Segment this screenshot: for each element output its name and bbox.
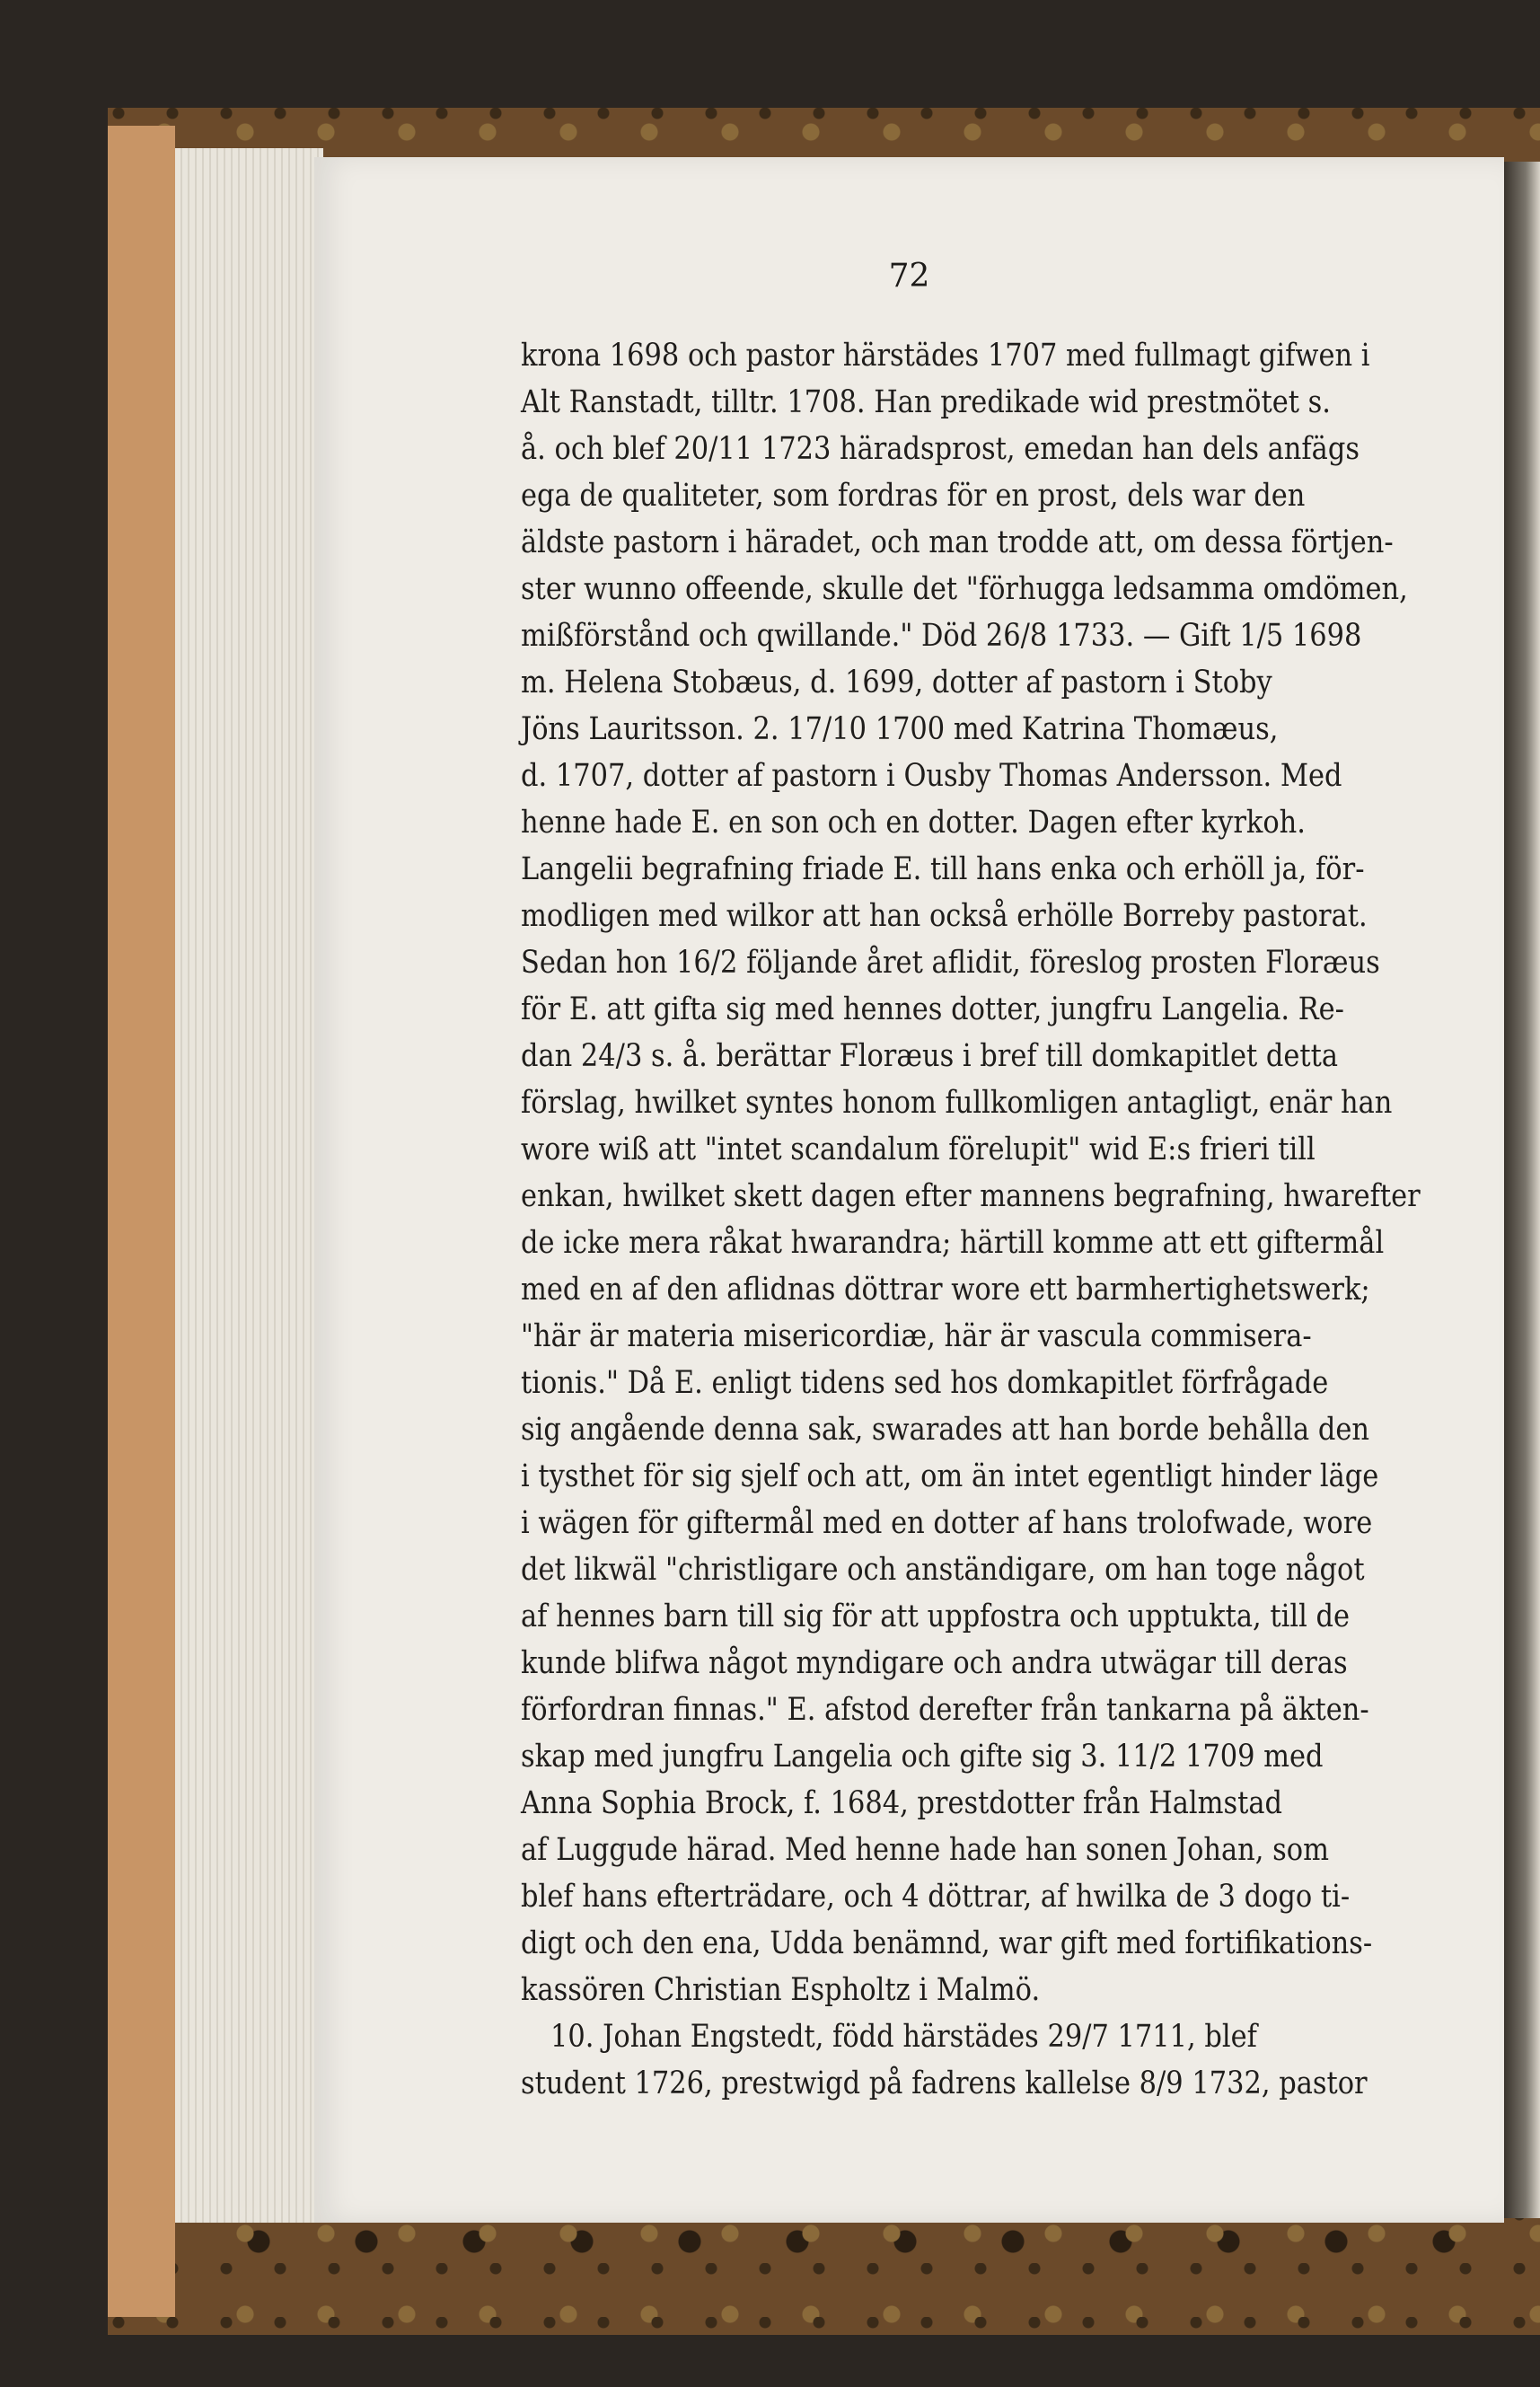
text-line: de icke mera råkat hwarandra; härtill komme att ett giftermål: [521, 1225, 1385, 1261]
text-line: student 1726, prestwigd på fadrens kallelse 8/9 1732, pastor: [521, 2066, 1368, 2101]
text-line: m. Helena Stobæus, d. 1699, dotter af pastorn i Stoby: [521, 665, 1272, 700]
text-line: "här är materia misericordiæ, här är vascula commisera-: [521, 1318, 1312, 1354]
text-line: förslag, hwilket syntes honom fullkomligen antagligt, enär han: [521, 1085, 1393, 1121]
text-line: förfordran finnas." E. afstod derefter från tankarna på äkten-: [521, 1692, 1369, 1728]
text-line: i tysthet för sig sjelf och att, om än intet egentligt hinder läge: [521, 1458, 1379, 1494]
text-line: kassören Christian Espholtz i Malmö.: [521, 1972, 1041, 2008]
text-line: blef hans efterträdare, och 4 döttrar, af hwilka de 3 dogo ti-: [521, 1879, 1351, 1915]
text-line: kunde blifwa något myndigare och andra utwägar till deras: [521, 1645, 1348, 1681]
text-line: äldste pastorn i häradet, och man trodde att, om dessa förtjen-: [521, 524, 1394, 560]
text-line: det likwäl "christligare och anständigare, om han toge något: [521, 1552, 1365, 1588]
text-line: enkan, hwilket skett dagen efter mannens begrafning, hwarefter: [521, 1178, 1421, 1214]
text-line: modligen med wilkor att han också erhölle Borreby pastorat.: [521, 898, 1368, 934]
text-line: dan 24/3 s. å. berättar Floræus i bref till domkapitlet detta: [521, 1038, 1339, 1074]
text-line: henne hade E. en son och en dotter. Dagen efter kyrkoh.: [521, 805, 1306, 841]
text-line: i wägen för giftermål med en dotter af hans trolofwade, wore: [521, 1505, 1373, 1541]
text-line: Alt Ranstadt, tilltr. 1708. Han predikade wid prestmötet s.: [521, 384, 1331, 420]
text-line: d. 1707, dotter af pastorn i Ousby Thomas Andersson. Med: [521, 758, 1342, 794]
text-line: ega de qualiteter, som fordras för en prost, dels war den: [521, 478, 1306, 514]
text-line: Sedan hon 16/2 följande året aflidit, föreslog prosten Floræus: [521, 945, 1380, 981]
text-line: ster wunno offeende, skulle det "förhugga ledsamma omdömen,: [521, 571, 1408, 607]
text-line: Langelii begrafning friade E. till hans enka och erhöll ja, för-: [521, 851, 1365, 887]
text-line: Jöns Lauritsson. 2. 17/10 1700 med Katrina Thomæus,: [521, 711, 1279, 747]
text-line: tionis." Då E. enligt tidens sed hos domkapitlet förfrågade: [521, 1365, 1329, 1401]
text-line: å. och blef 20/11 1723 häradsprost, emedan han dels anfägs: [521, 431, 1360, 467]
cover-edge-strip: [108, 126, 175, 2317]
page-edges: [175, 148, 323, 2223]
text-line: wore wiß att "intet scandalum förelupit" wid E:s frieri till: [521, 1132, 1316, 1167]
page-number: 72: [888, 258, 930, 295]
text-line: sig angående denna sak, swarades att han borde behålla den: [521, 1412, 1369, 1448]
text-line: för E. att gifta sig med hennes dotter, jungfru Langelia. Re-: [521, 991, 1344, 1027]
text-line: krona 1698 och pastor härstädes 1707 med fullmagt gifwen i: [521, 338, 1370, 374]
text-line: med en af den aflidnas döttrar wore ett barmhertighetswerk;: [521, 1272, 1370, 1308]
text-line: digt och den ena, Udda benämnd, war gift med fortifikations-: [521, 1925, 1373, 1961]
book-page: [314, 157, 1504, 2223]
page-text: [521, 332, 1540, 2107]
text-line: 10. Johan Engstedt, född härstädes 29/7 1711, blef: [550, 2019, 1257, 2055]
text-line: skap med jungfru Langelia och gifte sig 3. 11/2 1709 med: [521, 1739, 1324, 1775]
text-line: mißförstånd och qwillande." Död 26/8 1733. — Gift 1/5 1698: [521, 618, 1362, 654]
text-line: Anna Sophia Brock, f. 1684, prestdotter från Halmstad: [521, 1785, 1283, 1821]
text-line: af Luggude härad. Med henne hade han sonen Johan, som: [521, 1832, 1329, 1868]
text-line: af hennes barn till sig för att uppfostra och upptukta, till de: [521, 1599, 1351, 1634]
